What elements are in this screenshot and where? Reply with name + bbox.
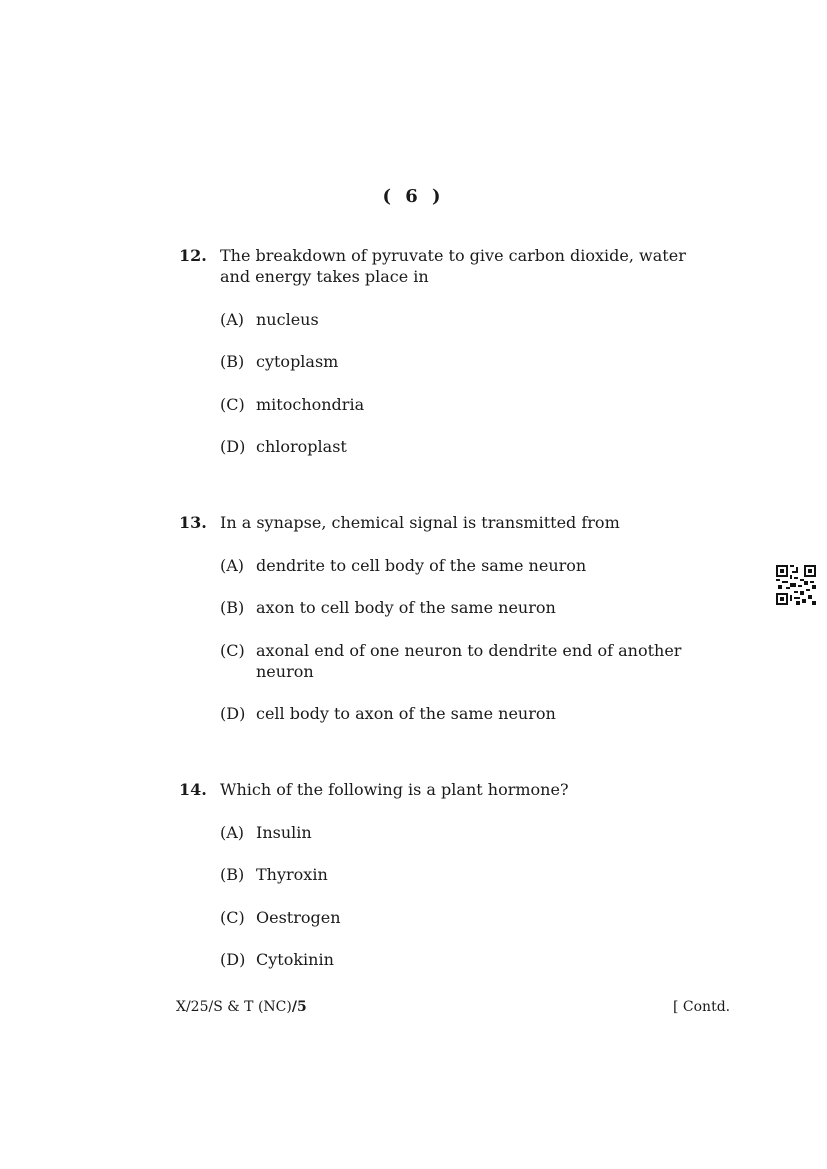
option-a	[220, 822, 699, 843]
option-text: dendrite to cell body of the same neuron	[256, 556, 587, 575]
option-c	[220, 907, 699, 928]
option-label: (D)	[220, 704, 246, 723]
question-text: In a synapse, chemical signal is transmitted from	[220, 513, 620, 532]
option-text: Thyroxin	[256, 865, 328, 884]
option-label: (D)	[220, 950, 246, 969]
option-label: (A)	[220, 556, 245, 575]
question-number: 14.	[179, 780, 207, 799]
option-label: (A)	[220, 310, 245, 329]
question-number: 12.	[179, 246, 207, 265]
option-label: (B)	[220, 352, 245, 371]
paper-code	[176, 999, 307, 1015]
option-label: (B)	[220, 598, 245, 617]
option-label: (B)	[220, 865, 245, 884]
option-text: chloroplast	[256, 437, 347, 456]
option-a	[220, 309, 699, 330]
option-text: cytoplasm	[256, 352, 339, 371]
option-c	[220, 640, 699, 682]
option-label: (A)	[220, 823, 245, 842]
option-text: axonal end of one neuron to dendrite end of another neuron	[256, 641, 682, 681]
page-number: ( 6 )	[382, 186, 445, 207]
continued-marker: [ Contd.	[673, 999, 731, 1015]
option-d	[220, 703, 699, 724]
option-b	[220, 864, 699, 885]
question-14	[179, 779, 699, 970]
paper-code-suffix: /5	[291, 999, 307, 1015]
paper-code-prefix: X/25/S & T (NC)	[176, 999, 292, 1015]
question-text: Which of the following is a plant hormone?	[220, 780, 569, 799]
qr-code-icon	[776, 565, 816, 605]
option-b	[220, 351, 699, 372]
option-d	[220, 949, 699, 970]
question-12	[179, 245, 699, 457]
option-a	[220, 555, 699, 576]
option-c	[220, 394, 699, 415]
question-text: The breakdown of pyruvate to give carbon dioxide, water and energy takes place in	[220, 246, 686, 286]
question-number: 13.	[179, 513, 207, 532]
option-label: (C)	[220, 908, 245, 927]
option-label: (D)	[220, 437, 246, 456]
option-text: cell body to axon of the same neuron	[256, 704, 556, 723]
option-label: (C)	[220, 641, 245, 660]
option-label: (C)	[220, 395, 245, 414]
option-text: Oestrogen	[256, 908, 341, 927]
option-d	[220, 436, 699, 457]
option-text: mitochondria	[256, 395, 365, 414]
question-13	[179, 512, 699, 724]
option-b	[220, 597, 699, 618]
option-text: Cytokinin	[256, 950, 334, 969]
option-text: Insulin	[256, 823, 312, 842]
option-text: axon to cell body of the same neuron	[256, 598, 556, 617]
option-text: nucleus	[256, 310, 319, 329]
